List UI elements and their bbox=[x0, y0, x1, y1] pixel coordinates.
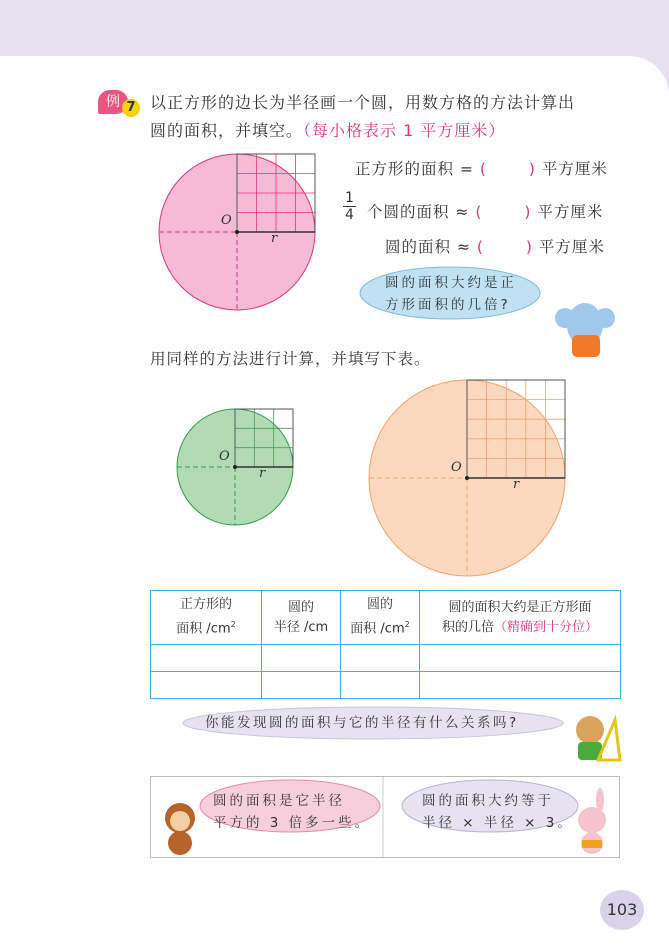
example-text-line1: 以正方形的边长为半径画一个圆，用数方格的方法计算出 bbox=[150, 93, 576, 112]
example-note: （每小格表示 1 平方厘米） bbox=[303, 121, 506, 140]
center-label-3: O bbox=[451, 460, 462, 475]
table-cell[interactable] bbox=[262, 645, 341, 672]
monkey-bubble: 圆的面积是它半径 平方的 3 倍多一些。 bbox=[213, 793, 372, 831]
radius-label-3: r bbox=[513, 477, 520, 492]
circle-figure-3 bbox=[369, 380, 565, 576]
elephant-bubble: 圆的面积大约是正 方形面积的几倍? bbox=[385, 275, 517, 313]
center-point bbox=[235, 230, 239, 234]
header-square-area: 正方形的 面积 $/cm^2$ bbox=[151, 591, 262, 645]
circle-area-line: 圆的面积 ≈ ( ) 平方厘米 bbox=[385, 238, 605, 256]
dog-bubble: 你能发现圆的面积与它的半径有什么关系吗? bbox=[205, 715, 519, 731]
table-cell[interactable] bbox=[151, 672, 262, 699]
circle-figure-1 bbox=[159, 154, 315, 310]
elephant-icon bbox=[555, 303, 615, 357]
page-number: 103 bbox=[600, 890, 644, 930]
table-row bbox=[151, 645, 621, 672]
circle-figure-2 bbox=[177, 409, 293, 525]
rabbit-bubble: 圆的面积大约等于 半径 × 半径 × 3。 bbox=[422, 793, 574, 831]
table-header-row bbox=[151, 591, 621, 645]
radius-label-1: r bbox=[271, 231, 278, 246]
table-cell[interactable] bbox=[262, 672, 341, 699]
table-cell[interactable] bbox=[341, 645, 420, 672]
dog-icon bbox=[576, 716, 620, 760]
example-badge: 例 bbox=[98, 90, 128, 114]
table-row bbox=[151, 672, 621, 699]
table-cell[interactable] bbox=[420, 672, 621, 699]
instruction: 用同样的方法进行计算，并填写下表。 bbox=[150, 350, 431, 368]
table-cell[interactable] bbox=[341, 672, 420, 699]
example-text-line2: 圆的面积，并填空。（每小格表示 1 平方厘米） bbox=[150, 121, 506, 140]
example-number: 7 bbox=[122, 99, 140, 117]
square-area-line: 正方形的面积 = ( ) 平方厘米 bbox=[355, 160, 608, 178]
radius-label-2: r bbox=[259, 466, 266, 481]
center-label-1: O bbox=[221, 213, 232, 228]
fraction-one-quarter: 1 4 bbox=[345, 190, 354, 223]
header-ratio: 圆的面积大约是正方形面 积的几倍（精确到十分位） bbox=[420, 591, 621, 645]
quarter-area-line: 个圆的面积 ≈ ( ) 平方厘米 bbox=[367, 203, 604, 221]
table-cell[interactable] bbox=[420, 645, 621, 672]
header-circle-area: 圆的 面积 $/cm^2$ bbox=[341, 591, 420, 645]
table-cell[interactable] bbox=[151, 645, 262, 672]
header-radius: 圆的 半径 /cm bbox=[262, 591, 341, 645]
results-table bbox=[150, 590, 621, 699]
center-label-2: O bbox=[219, 449, 230, 464]
